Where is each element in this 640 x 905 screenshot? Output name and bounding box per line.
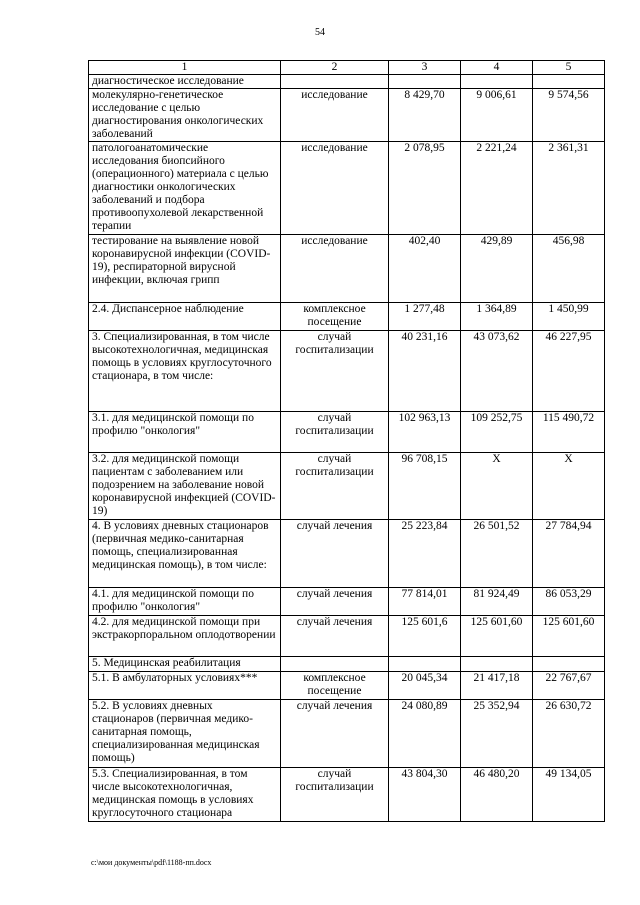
table-cell-c4: X [461, 453, 533, 520]
table-cell-c1: 4.1. для медицинской помощи по профилю "онкология" [89, 588, 281, 616]
table-cell-c5: 1 450,99 [533, 303, 605, 331]
table-cell-c5: 49 134,05 [533, 768, 605, 822]
table-cell-c4: 125 601,60 [461, 616, 533, 657]
table-row [89, 657, 605, 672]
table-cell-c5 [533, 75, 605, 89]
table-cell-c3: 40 231,16 [389, 331, 461, 412]
table-cell-c4: 81 924,49 [461, 588, 533, 616]
table-row [89, 672, 605, 700]
column-header-5: 5 [533, 61, 605, 75]
table-cell-c4: 1 364,89 [461, 303, 533, 331]
table-cell-c1: 4.2. для медицинской помощи при экстракорпоральном оплодотворении [89, 616, 281, 657]
table-cell-c4 [461, 75, 533, 89]
file-path-footer: c:\мои документы\pdf\1188-пп.docx [91, 858, 212, 867]
table-cell-c5 [533, 657, 605, 672]
table-row [89, 142, 605, 235]
tariff-table [88, 60, 605, 822]
table-row [89, 768, 605, 822]
table-cell-c2: случай лечения [281, 700, 389, 768]
table-cell-c3 [389, 657, 461, 672]
table-cell-c1: тестирование на выявление новой коронавирусной инфекции (COVID-19), респираторной вирусной инфекции, включая грипп [89, 235, 281, 303]
table-cell-c4: 9 006,61 [461, 89, 533, 142]
table-cell-c5: 456,98 [533, 235, 605, 303]
table-row [89, 89, 605, 142]
table-cell-c4: 26 501,52 [461, 520, 533, 588]
table-cell-c3: 102 963,13 [389, 412, 461, 453]
table-cell-c2: случай госпитализации [281, 412, 389, 453]
table-cell-c4: 21 417,18 [461, 672, 533, 700]
table-cell-c1: патологоанатомические исследования биопсийного (операционного) материала с целью диагностики онкологических заболеваний и подбора противоопухолевой лекарственной терапии [89, 142, 281, 235]
table-cell-c3: 77 814,01 [389, 588, 461, 616]
table-cell-c5: 22 767,67 [533, 672, 605, 700]
table-cell-c4: 109 252,75 [461, 412, 533, 453]
table-cell-c4: 46 480,20 [461, 768, 533, 822]
table-cell-c3: 24 080,89 [389, 700, 461, 768]
table-cell-c1: 3.2. для медицинской помощи пациентам с заболеванием или подозрением на заболевание новой коронавирусной инфекцией (COVID-19) [89, 453, 281, 520]
table-cell-c3: 25 223,84 [389, 520, 461, 588]
table-cell-c2: случай госпитализации [281, 453, 389, 520]
table-cell-c5: 9 574,56 [533, 89, 605, 142]
table-cell-c2: исследование [281, 89, 389, 142]
table-cell-c1: 4. В условиях дневных стационаров (первичная медико-санитарная помощь, специализированная медицинская помощь), в том числе: [89, 520, 281, 588]
table-cell-c2: исследование [281, 142, 389, 235]
table-cell-c5: 46 227,95 [533, 331, 605, 412]
table-cell-c4: 2 221,24 [461, 142, 533, 235]
table-cell-c1: 5.3. Специализированная, в том числе высокотехнологичная, медицинская помощь в условиях круглосуточного стационара [89, 768, 281, 822]
table-cell-c3: 8 429,70 [389, 89, 461, 142]
table-cell-c3: 1 277,48 [389, 303, 461, 331]
page-number: 54 [315, 27, 325, 38]
table-row [89, 453, 605, 520]
table-cell-c5: 26 630,72 [533, 700, 605, 768]
table-cell-c2: комплексное посещение [281, 672, 389, 700]
table-cell-c4: 25 352,94 [461, 700, 533, 768]
table-cell-c1: диагностическое исследование [89, 75, 281, 89]
table-cell-c2: случай лечения [281, 588, 389, 616]
table-cell-c3: 20 045,34 [389, 672, 461, 700]
table-header-row [89, 61, 605, 75]
table-cell-c1: 3. Специализированная, в том числе высокотехнологичная, медицинская помощь в условиях круглосуточного стационара, в том числе: [89, 331, 281, 412]
table-row [89, 520, 605, 588]
table-row [89, 235, 605, 303]
column-header-3: 3 [389, 61, 461, 75]
table-cell-c1: 5.2. В условиях дневных стационаров (первичная медико-санитарная помощь, специализированная медицинская помощь) [89, 700, 281, 768]
table-row [89, 75, 605, 89]
column-header-1: 1 [89, 61, 281, 75]
table-cell-c3 [389, 75, 461, 89]
table-cell-c3: 125 601,6 [389, 616, 461, 657]
table-cell-c1: 5. Медицинская реабилитация [89, 657, 281, 672]
table-cell-c5: X [533, 453, 605, 520]
table-row [89, 588, 605, 616]
table-cell-c1: молекулярно-генетическое исследование с целью диагностирования онкологических заболеваний [89, 89, 281, 142]
table-cell-c2: исследование [281, 235, 389, 303]
table-cell-c2: комплексное посещение [281, 303, 389, 331]
table-cell-c4 [461, 657, 533, 672]
column-header-2: 2 [281, 61, 389, 75]
column-header-4: 4 [461, 61, 533, 75]
table-cell-c5: 2 361,31 [533, 142, 605, 235]
table-cell-c2: случай лечения [281, 616, 389, 657]
table-row [89, 616, 605, 657]
table-cell-c3: 2 078,95 [389, 142, 461, 235]
table-cell-c2: случай госпитализации [281, 768, 389, 822]
table-cell-c5: 86 053,29 [533, 588, 605, 616]
table-cell-c1: 5.1. В амбулаторных условиях*** [89, 672, 281, 700]
table-cell-c2: случай лечения [281, 520, 389, 588]
table-cell-c3: 43 804,30 [389, 768, 461, 822]
table-cell-c5: 125 601,60 [533, 616, 605, 657]
table-cell-c4: 429,89 [461, 235, 533, 303]
table-cell-c1: 2.4. Диспансерное наблюдение [89, 303, 281, 331]
table-row [89, 303, 605, 331]
table-cell-c2 [281, 75, 389, 89]
table-cell-c3: 96 708,15 [389, 453, 461, 520]
table-row [89, 412, 605, 453]
table-row [89, 700, 605, 768]
table-cell-c2: случай госпитализации [281, 331, 389, 412]
table-row [89, 331, 605, 412]
table-cell-c1: 3.1. для медицинской помощи по профилю "онкология" [89, 412, 281, 453]
table-cell-c3: 402,40 [389, 235, 461, 303]
table-cell-c2 [281, 657, 389, 672]
table-cell-c5: 115 490,72 [533, 412, 605, 453]
table-cell-c4: 43 073,62 [461, 331, 533, 412]
table-cell-c5: 27 784,94 [533, 520, 605, 588]
